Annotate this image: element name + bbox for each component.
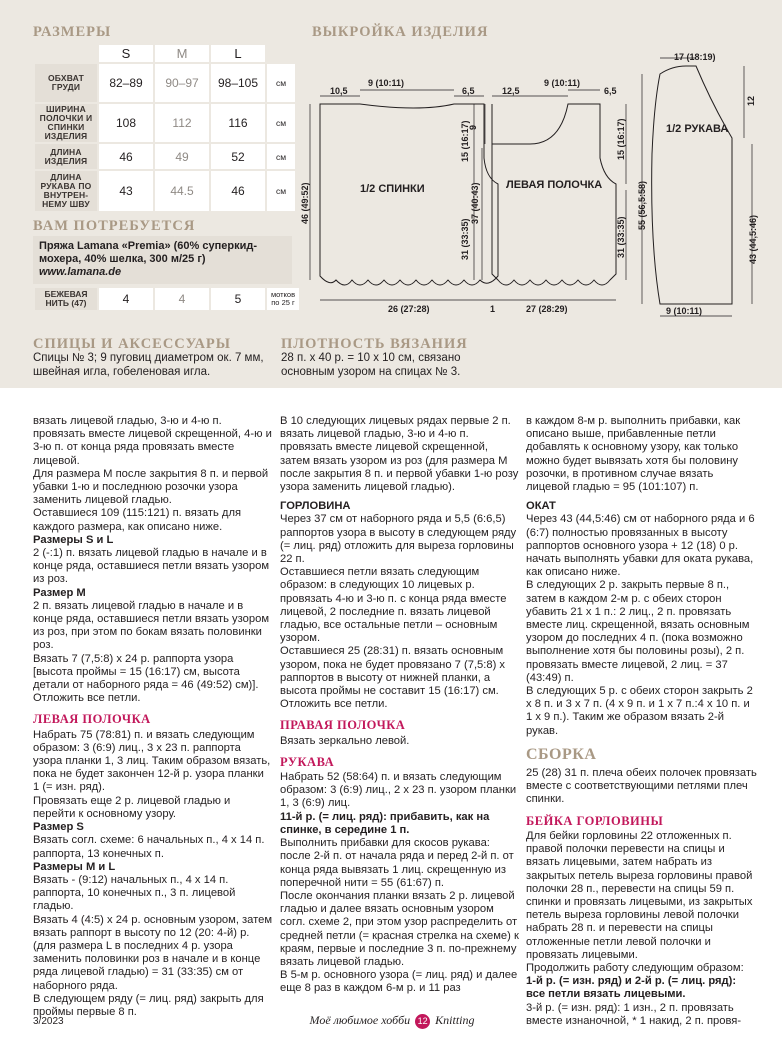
paragraph: После окончания планки вязать 2 р. лицевой гладью и далее вязать основным узором согл. схеме 2, при этом узор распределить от средней петли (= красная стрелка на схеме) к краям, первые и последние 3 п. по-прежнему вязать лицевой гладью. — [280, 889, 519, 968]
unit-cell: см — [267, 171, 295, 211]
table-cell: 112 — [155, 104, 209, 142]
paragraph: Вязать 4 (4:5) х 24 р. основным узором, затем вязать раппорт в высоту по 12 (20: 4-й) р. (для размера L в последних 4 р. узора заменить половинки роз в начале и в конце ряда лицевой гладью) = 31 (33:35) см от наборного ряда. — [33, 913, 273, 992]
paragraph: Через 37 см от наборного ряда и 5,5 (6:6,5) раппортов узора в высоту в следующем ряду (= лиц. ряд) отложить для выреза горловины 22 п. — [280, 513, 517, 566]
paragraph: В следующих 5 р. с обеих сторон закрыть 2 x 8 п. и 3 x 7 п. (4 x 9 п. и 1 x 7 п.:4 x 10 п. и 1 x 9 п.). Таким же образом вязать 2-й рукав. — [526, 685, 753, 737]
front-outline — [492, 104, 616, 285]
paragraph: Вязать - (9:12) начальных п., 4 х 14 п. раппорта, 10 конечных п., 3 п. лицевой гладью. — [33, 873, 236, 913]
issue-number: 3/2023 — [33, 1016, 64, 1027]
dim-back-left: 10,5 — [330, 86, 348, 96]
section-name: Knitting — [435, 1013, 475, 1027]
dim-sleeve-bottom: 9 (10:11) — [666, 306, 703, 316]
table-cell: 52 — [211, 144, 265, 169]
gauge-header: ПЛОТНОСТЬ ВЯЗАНИЯ — [281, 336, 468, 352]
yarn-amount-table — [33, 286, 301, 312]
table-cell: 4 — [99, 288, 153, 310]
paragraph: Набрать 75 (78:81) п. и вязать следующим образом: 3 (6:9) лиц., 3 х 23 п. раппорта узора планки 1, 3 лиц. Таким образом вязать, пока не будет закончен 12-й р. узора планки 1 (= изн. ряд). — [33, 728, 271, 794]
unit-cell: см — [267, 144, 295, 169]
paragraph: вязать лицевой гладью, 3-ю и 4-ю п. провязать вместе лицевой скрещенной, 4-ю и 3-ю п. от конца ряда провязать вместе лицевой. — [33, 415, 272, 467]
dim-front-left: 12,5 — [502, 86, 520, 96]
section-title-sleeves: РУКАВА — [280, 754, 335, 769]
column-2 — [280, 415, 520, 996]
yarn-url: www.lamana.de — [39, 266, 122, 278]
paragraph: В следующих 2 р. закрыть первые 8 п., затем в каждом 2-м р. с обеих сторон убавить 21 x 1 п.: 2 лиц., 2 п. провязать вместе лиц. скрещенной, вязать основным узором до последних 4 п. (пока возможно выполнение хотя бы половины розы), 2 п. провязать вместе лицевой, 2 лиц. = 37 (43:49) п. — [526, 579, 750, 684]
dim-front-side: 31 (33:35) — [616, 216, 626, 258]
yarn-info — [33, 236, 292, 284]
sleeve-label: 1/2 РУКАВА — [666, 123, 729, 135]
subheading: ОКАТ — [526, 500, 556, 513]
tools-text: Спицы № 3; 9 пуговиц диаметром ок. 7 мм, швейная игла, гобеленовая игла. — [33, 352, 264, 378]
paragraph: 2 (-:1) п. вязать лицевой гладью в начале и в конце ряда, оставшиеся петли вязать узором из роз. — [33, 547, 270, 586]
sleeve-outline — [652, 66, 732, 304]
table-cell: 4 — [155, 288, 209, 310]
size-l-header: L — [211, 45, 265, 62]
subheading: ГОРЛОВИНА — [280, 500, 351, 513]
magazine-title: Моё любимое хобби — [309, 1013, 411, 1027]
pattern-svg — [300, 44, 780, 324]
section-title-assembly: СБОРКА — [526, 745, 597, 763]
subheading: Размер M — [33, 586, 86, 599]
yarn-description: Пряжа Lamana «Premia» (60% суперкид-мохера, 40% шелка, 300 м/25 г) — [39, 240, 257, 265]
table-cell: 98–105 — [211, 64, 265, 102]
sizes-header: РАЗМЕРЫ — [33, 24, 112, 40]
dim-front-top: 9 (10:11) — [544, 78, 581, 88]
paragraph: Оставшиеся 109 (115:121) п. вязать для каждого размера, как описано ниже. — [33, 507, 242, 533]
dim-front-neck: 9 — [468, 124, 478, 130]
paragraph: Вязать зеркально левой. — [280, 734, 410, 747]
section-title-right-front: ПРАВАЯ ПОЛОЧКА — [280, 718, 406, 733]
paragraph: В следующем ряду (= лиц. ряд) закрыть для проймы первые 8 п. — [33, 992, 264, 1018]
table-cell: 108 — [99, 104, 153, 142]
row-label-bust: ОБХВАТ ГРУДИ — [35, 64, 97, 102]
table-cell: 43 — [99, 171, 153, 211]
paragraph: 25 (28) 31 п. плеча обеих полочек провязать вместе с соответствующими петлями плеч спинки. — [526, 767, 757, 806]
paragraph: Продолжить работу следующим образом: — [526, 961, 744, 974]
table-cell: 5 — [211, 288, 265, 310]
unit-cell: см — [267, 64, 295, 102]
size-s-header: S — [99, 45, 153, 62]
table-cell: 90–97 — [155, 64, 209, 102]
subheading: Размеры M и L — [33, 860, 116, 873]
paragraph: В 10 следующих лицевых рядах первые 2 п. вязать лицевой гладью, 3-ю и 4-ю п. провязать вместе лицевой скрещенной, затем вязать узором из роз (для размера M после закрытия 8 п. и первой убавки 1-ю розу узора заменить лицевой гладью). — [280, 415, 519, 494]
back-label: 1/2 СПИНКИ — [360, 183, 425, 195]
paragraph: Для бейки горловины 22 отложенных п. правой полочки перевести на спицы и вязать лицевыми, затем набрать из закрытых петель выреза горловины правой полочки 28 п., перевести на спицы 59 п. спинки и провязать лицевыми, из закрытых петель выреза горловины левой полочки набрать 28 п. и перевести на спицы отложенные петли левой полочки и провязать лицевыми. — [526, 829, 753, 961]
table-cell: 82–89 — [99, 64, 153, 102]
dim-sleeve-cap: 12 — [746, 95, 756, 106]
paragraph: Для размера M после закрытия 8 п. и первой убавки 1-ю и последнюю розочки узора заменить лицевой гладью. — [33, 467, 269, 507]
row-label-width: ШИРИНА ПОЛОЧКИ И СПИНКИ ИЗДЕЛИЯ — [35, 104, 97, 142]
paragraph: 2 п. вязать лицевой гладью в начале и в конце ряда, оставшиеся петли вязать узором из роз, при этом по бокам вязать половинки роз. — [33, 599, 270, 652]
dim-back-side: 31 (33:35) — [460, 218, 470, 260]
dim-sleeve-seam: 43 (44,5:46) — [748, 214, 758, 264]
subheading: Размеры S и L — [33, 533, 114, 546]
table-cell: 116 — [211, 104, 265, 142]
pattern-header: ВЫКРОЙКА ИЗДЕЛИЯ — [312, 24, 489, 40]
table-cell: 49 — [155, 144, 209, 169]
row-label-length: ДЛИНА ИЗДЕЛИЯ — [35, 144, 97, 169]
column-1 — [33, 415, 273, 1019]
paragraph-bold: 1-й р. (= изн. ряд) и 2-й р. (= лиц. ряд): все петли вязать лицевыми. — [526, 975, 737, 1001]
needed-header: ВАМ ПОТРЕБУЕТСЯ — [33, 218, 196, 234]
paragraph: Вязать 7 (7,5:8) x 24 р. раппорта узора [высота проймы = 15 (16:17) см, высота детали от наборного ряда = 46 (49:52) см)]. Отложить все петли. — [33, 652, 259, 705]
table-cell: 44.5 — [155, 171, 209, 211]
unit-cell: см — [267, 104, 295, 142]
table-cell: 46 — [99, 144, 153, 169]
tools-header: СПИЦЫ И АКСЕССУАРЫ — [33, 336, 232, 352]
dim-front-band: 1 — [490, 304, 496, 314]
page-number: 12 — [415, 1014, 430, 1029]
paragraph: Вязать согл. схеме: 6 начальных п., 4 х 14 п. раппорта, 13 конечных п. — [33, 834, 265, 860]
table-cell: 46 — [211, 171, 265, 211]
column-3 — [526, 415, 758, 1028]
dim-front-bottom: 27 (28:29) — [526, 304, 568, 314]
dim-back-total: 46 (49:52) — [300, 182, 310, 224]
paragraph: Набрать 52 (58:64) п. и вязать следующим образом: 3 (6:9) лиц., 2 х 23 п. узором планки 1, 3 (6:9) лиц. — [280, 771, 517, 810]
dim-front-armhole: 15 (16:17) — [616, 118, 626, 160]
paragraph: В 5-м р. основного узора (= лиц. ряд) и далее еще 8 раз в каждом 6-м р. и 11 раз — [280, 969, 518, 995]
paragraph: Оставшиеся петли вязать следующим образом: в следующих 10 лицевых р. провязать 4-ю и 3-ю п. с конца ряда вместе лицевой, 2 последние п. вязать лицевой гладью, все остальные петли – основным узором. — [280, 566, 507, 645]
row-label-sleeve: ДЛИНА РУКАВА ПО ВНУТРЕН-НЕМУ ШВУ — [35, 171, 97, 211]
paragraph: Провязать еще 2 р. лицевой гладью и перейти к основному узору. — [33, 794, 231, 820]
front-label: ЛЕВАЯ ПОЛОЧКА — [506, 179, 603, 191]
size-m-header: M — [155, 45, 209, 62]
subheading: Размер S — [33, 821, 84, 834]
pattern-schematic — [300, 44, 780, 324]
paragraph: Выполнить прибавки для скосов рукава: после 2-й п. от начала ряда и перед 2-й п. от конца ряда вывязать 1 лиц. скрещенную из поперечной нити = 55 (61:67) п. — [280, 837, 514, 889]
color-label: БЕЖЕВАЯ НИТЬ (47) — [35, 288, 97, 310]
paragraph: Оставшиеся 25 (28:31) п. вязать основным узором, пока не будет провязано 7 (7,5:8) x раппортов в высоту от нижней планки, а высота проймы не составит 15 (16:17) см. Отложить все петли. — [280, 645, 506, 711]
dim-back-armhole: 15 (16:17) — [460, 120, 470, 162]
dim-front-right: 6,5 — [604, 86, 617, 96]
paragraph-bold: 11-й р. (= лиц. ряд): прибавить, как на спинке, в середине 1 п. — [280, 810, 490, 836]
dim-back-top: 9 (10:11) — [368, 78, 405, 88]
unit-cell: мотков по 25 г — [267, 288, 299, 310]
section-title-left-front: ЛЕВАЯ ПОЛОЧКА — [33, 712, 151, 727]
paragraph: Через 43 (44,5:46) см от наборного ряда и 6 (6:7) полностью провязанных в высоту раппортов основного узора + 12 (18) 0 р. начать выполнять убавки для оката рукава, как описано ниже. — [526, 513, 755, 579]
sizes-table — [33, 43, 297, 213]
paragraph: 3-й р. (= изн. ряд): 1 изн., 2 п. провязать вместе изнаночной, * 1 накид, 2 п. провя- — [526, 1001, 742, 1027]
dim-back-bottom: 26 (27:28) — [388, 304, 430, 314]
footer-magazine — [272, 1013, 512, 1029]
dim-back-right: 6,5 — [462, 86, 475, 96]
gauge-text: 28 п. х 40 р. = 10 х 10 см, связано основным узором на спицах № 3. — [281, 352, 461, 378]
paragraph: в каждом 8-м р. выполнить прибавки, как описано выше, прибавленные петли добавлять к основному узору, как только можно будет вывязать хотя бы половину розочки, в противном случае вязать лицевой гладью = 95 (101:107) п. — [526, 415, 741, 494]
dim-front-total: 37 (40:43) — [470, 182, 480, 224]
dim-sleeve-top: 17 (18:19) — [674, 52, 716, 62]
dim-sleeve-total: 55 (56,5:58) — [637, 180, 647, 230]
section-title-neckband: БЕЙКА ГОРЛОВИНЫ — [526, 813, 664, 828]
